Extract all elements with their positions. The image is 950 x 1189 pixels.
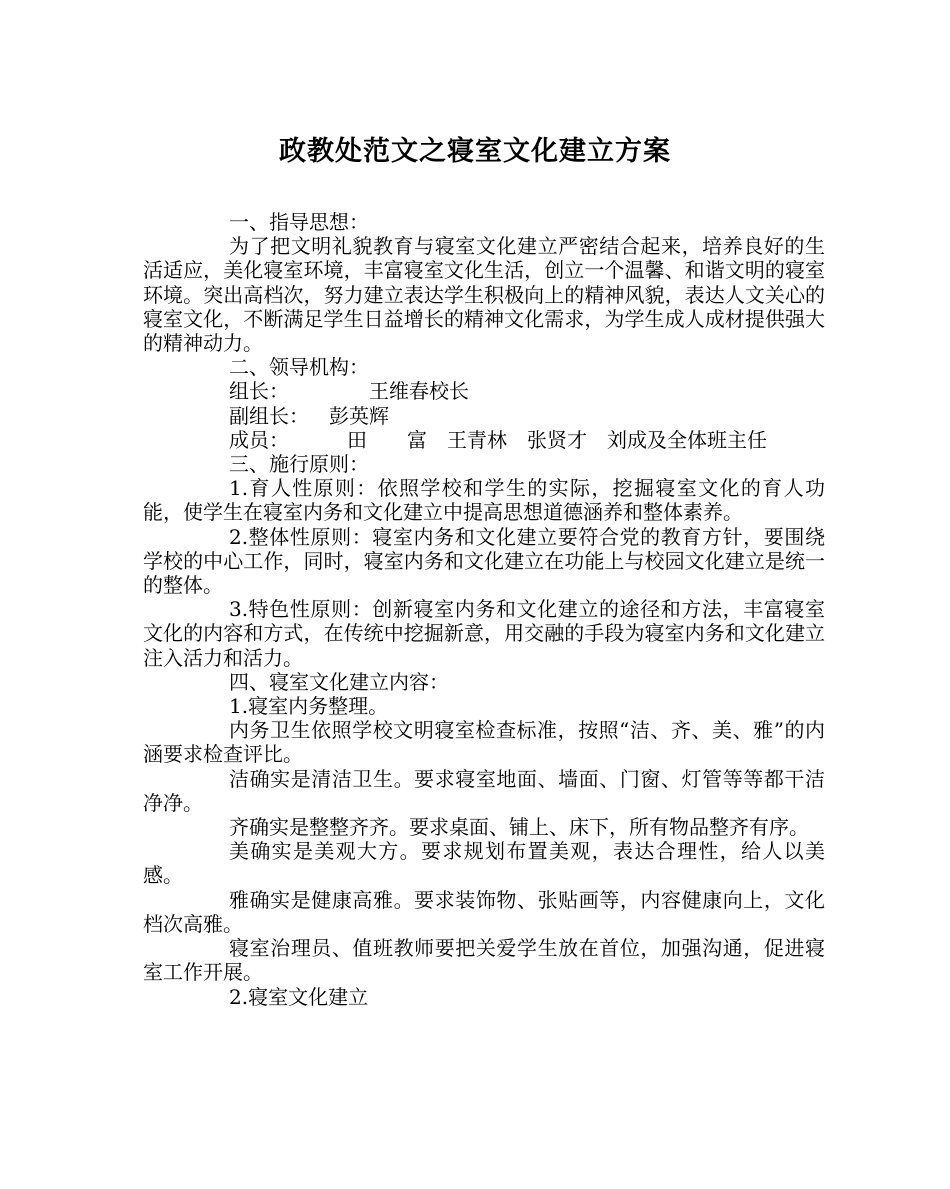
- leader-label: 组长：: [229, 379, 289, 404]
- members-row: [143, 428, 825, 452]
- document-title: 政教处范文之寝室文化建立方案: [279, 136, 671, 167]
- vice-leader-row: [143, 404, 825, 428]
- subheading-dorm-affairs: 1.寝室内务整理。: [229, 694, 389, 719]
- leader-row: [143, 379, 825, 403]
- subheading-dorm-culture: 2.寝室文化建立: [229, 984, 369, 1009]
- paragraph-principle-3: 3.特色性原则：创新寝室内务和文化建立的途径和方法，丰富寝室文化的内容和方式，在传统中挖掘新意，用交融的手段为寝室内务和文化建立注入活力和活力。: [143, 597, 825, 670]
- members-value: 田 富 王青林 张贤才 刘成及全体班主任: [347, 427, 767, 452]
- paragraph-management: 寝室治理员、值班教师要把关爱学生放在首位，加强沟通，促进寝室工作开展。: [143, 936, 825, 985]
- section-heading-guiding-ideology: 一、指导思想：: [229, 210, 369, 234]
- section-heading-leadership: 二、领导机构：: [229, 355, 369, 380]
- members-label: 成员：: [229, 427, 289, 452]
- paragraph-beautiful: 美确实是美观大方。要求规划布置美观，表达合理性，给人以美感。: [143, 839, 825, 888]
- paragraph-clean: 洁确实是清洁卫生。要求寝室地面、墙面、门窗、灯管等等都干洁净净。: [143, 766, 825, 815]
- paragraph-guiding-ideology: 为了把文明礼貌教育与寝室文化建立严密结合起来，培养良好的生活适应，美化寝室环境，丰富寝室文化生活，创立一个温馨、和谐文明的寝室环境。突出高档次，努力建立表达学生积极向上的精神风貌，表达人文关心的寝室文化，不断满足学生日益增长的精神文化需求，为学生成人成材提供强大的精神动力。: [143, 234, 825, 356]
- paragraph-dorm-affairs: 内务卫生依照学校文明寝室检查标准，按照“洁、齐、美、雅”的内涵要求检查评比。: [143, 718, 825, 767]
- paragraph-elegant: 雅确实是健康高雅。要求装饰物、张贴画等，内容健康向上，文化档次高雅。: [143, 887, 825, 936]
- paragraph-principle-2: 2.整体性原则：寝室内务和文化建立要符合党的教育方针，要围绕学校的中心工作，同时，寝室内务和文化建立在功能上与校园文化建立是统一的整体。: [143, 524, 825, 598]
- paragraph-neat: 齐确实是整整齐齐。要求桌面、铺上、床下，所有物品整齐有序。: [229, 815, 809, 840]
- section-heading-content: 四、寝室文化建立内容：: [229, 669, 449, 694]
- document-body: [143, 210, 825, 1009]
- paragraph-principle-1: 1.育人性原则：依照学校和学生的实际，挖掘寝室文化的育人功能，使学生在寝室内务和文化建立中提高思想道德涵养和整体素养。: [143, 476, 825, 525]
- leader-value: 王维春校长: [369, 379, 469, 404]
- section-heading-principles: 三、施行原则：: [229, 452, 369, 477]
- vice-leader-label: 副组长：: [229, 403, 309, 428]
- vice-leader-value: 彭英辉: [329, 403, 389, 428]
